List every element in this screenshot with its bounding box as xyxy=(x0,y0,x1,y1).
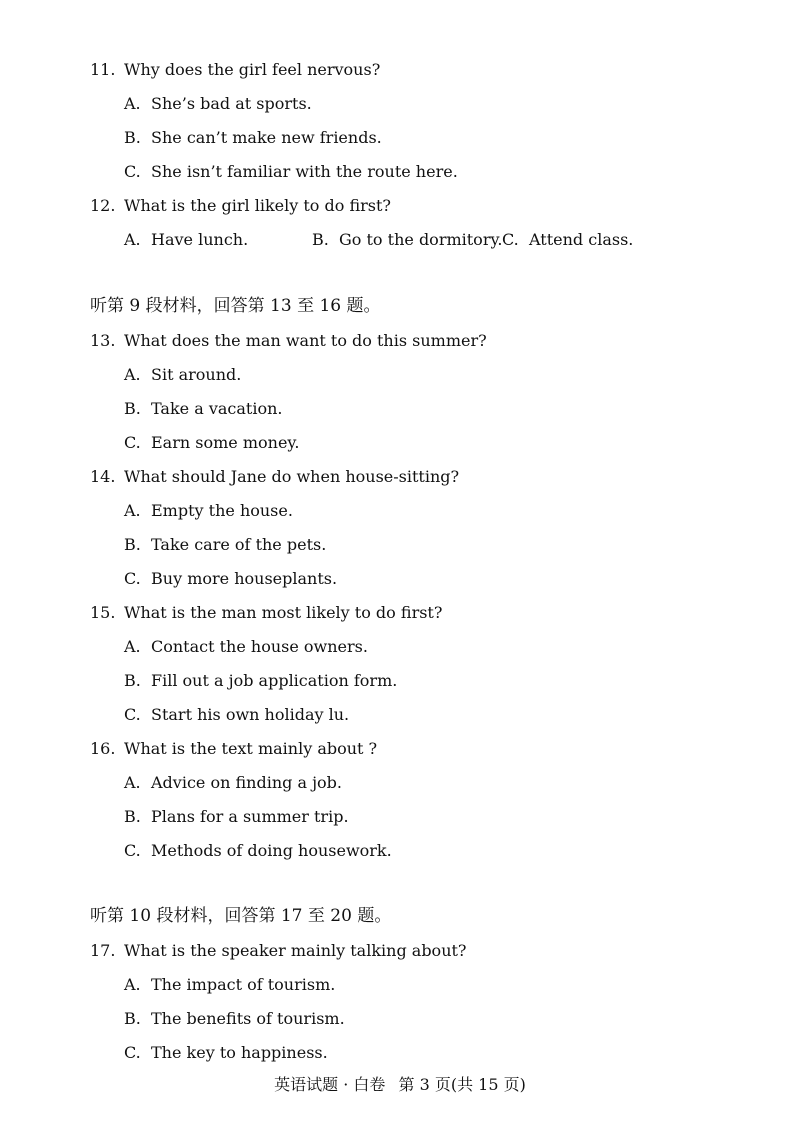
q17-option-c xyxy=(124,1043,328,1063)
q12-option-c xyxy=(502,230,633,250)
option-text: The key to happiness. xyxy=(151,1043,328,1062)
option-letter: C. xyxy=(124,162,141,181)
option-letter: C. xyxy=(124,569,141,588)
question-number: 11. xyxy=(90,60,116,79)
section-heading-9: 听第 9 段材料，回答第 13 至 16 题。 xyxy=(90,296,381,316)
option-text: Contact the house owners. xyxy=(151,637,368,656)
question-text: Why does the girl feel nervous? xyxy=(124,60,381,79)
option-text: Start his own holiday lu. xyxy=(151,705,350,724)
option-letter: C. xyxy=(502,230,519,249)
option-letter: B. xyxy=(124,128,141,147)
option-text: She can’t make new friends. xyxy=(151,128,382,147)
option-text: Attend class. xyxy=(529,230,634,249)
option-letter: A. xyxy=(124,501,141,520)
option-text: The impact of tourism. xyxy=(151,975,336,994)
q12-option-b xyxy=(312,230,502,250)
q11-option-a xyxy=(124,94,312,114)
question-text: What is the speaker mainly talking about? xyxy=(124,941,467,960)
option-text: The benefits of tourism. xyxy=(151,1009,345,1028)
page-footer xyxy=(0,1072,800,1095)
option-letter: C. xyxy=(124,1043,141,1062)
footer-subject: 英语试题 · 白卷 xyxy=(274,1075,386,1094)
q14-option-b xyxy=(124,535,326,555)
option-letter: A. xyxy=(124,365,141,384)
q15-option-a xyxy=(124,637,368,657)
option-letter: A. xyxy=(124,637,141,656)
option-text: Have lunch. xyxy=(151,230,249,249)
q15-option-b xyxy=(124,671,397,691)
q13-option-a xyxy=(124,365,241,385)
question-number: 12. xyxy=(90,196,116,215)
q17-option-a xyxy=(124,975,335,995)
question-number: 15. xyxy=(90,603,116,622)
option-text: Plans for a summer trip. xyxy=(151,807,349,826)
question-number: 17. xyxy=(90,941,116,960)
question-12 xyxy=(90,196,391,216)
footer-page-number: 第 3 页(共 15 页) xyxy=(398,1075,526,1094)
question-text: What should Jane do when house-sitting? xyxy=(124,467,460,486)
question-number: 16. xyxy=(90,739,116,758)
section-heading-10: 听第 10 段材料，回答第 17 至 20 题。 xyxy=(90,906,392,926)
option-letter: A. xyxy=(124,94,141,113)
question-14 xyxy=(90,467,459,487)
q14-option-c xyxy=(124,569,337,589)
option-text: Take a vacation. xyxy=(151,399,283,418)
option-letter: A. xyxy=(124,773,141,792)
option-text: She’s bad at sports. xyxy=(151,94,312,113)
option-text: Methods of doing housework. xyxy=(151,841,392,860)
option-letter: A. xyxy=(124,230,141,249)
question-text: What is the girl likely to do first? xyxy=(124,196,392,215)
option-text: Advice on finding a job. xyxy=(151,773,343,792)
option-letter: B. xyxy=(124,1009,141,1028)
question-text: What is the man most likely to do first? xyxy=(124,603,443,622)
question-11 xyxy=(90,60,380,80)
question-number: 14. xyxy=(90,467,116,486)
question-15 xyxy=(90,603,442,623)
q13-option-b xyxy=(124,399,283,419)
option-letter: C. xyxy=(124,841,141,860)
q17-option-b xyxy=(124,1009,345,1029)
q12-option-a xyxy=(124,230,248,250)
option-text: Take care of the pets. xyxy=(151,535,327,554)
q16-option-a xyxy=(124,773,342,793)
option-letter: B. xyxy=(312,230,329,249)
option-letter: C. xyxy=(124,705,141,724)
option-text: Go to the dormitory. xyxy=(339,230,503,249)
q16-option-c xyxy=(124,841,392,861)
question-13 xyxy=(90,331,487,351)
option-letter: B. xyxy=(124,671,141,690)
option-letter: B. xyxy=(124,399,141,418)
option-letter: B. xyxy=(124,535,141,554)
q12-options-row xyxy=(124,230,644,250)
q14-option-a xyxy=(124,501,293,521)
q11-option-b xyxy=(124,128,382,148)
q16-option-b xyxy=(124,807,349,827)
option-letter: A. xyxy=(124,975,141,994)
question-text: What does the man want to do this summer? xyxy=(124,331,487,350)
question-text: What is the text mainly about ? xyxy=(124,739,378,758)
option-text: Earn some money. xyxy=(151,433,300,452)
question-16 xyxy=(90,739,377,759)
option-text: Buy more houseplants. xyxy=(151,569,338,588)
option-text: Fill out a job application form. xyxy=(151,671,398,690)
q15-option-c xyxy=(124,705,349,725)
question-number: 13. xyxy=(90,331,116,350)
option-letter: C. xyxy=(124,433,141,452)
q11-option-c xyxy=(124,162,458,182)
option-letter: B. xyxy=(124,807,141,826)
q13-option-c xyxy=(124,433,299,453)
option-text: Sit around. xyxy=(151,365,242,384)
option-text: Empty the house. xyxy=(151,501,293,520)
option-text: She isn’t familiar with the route here. xyxy=(151,162,458,181)
question-17 xyxy=(90,941,467,961)
